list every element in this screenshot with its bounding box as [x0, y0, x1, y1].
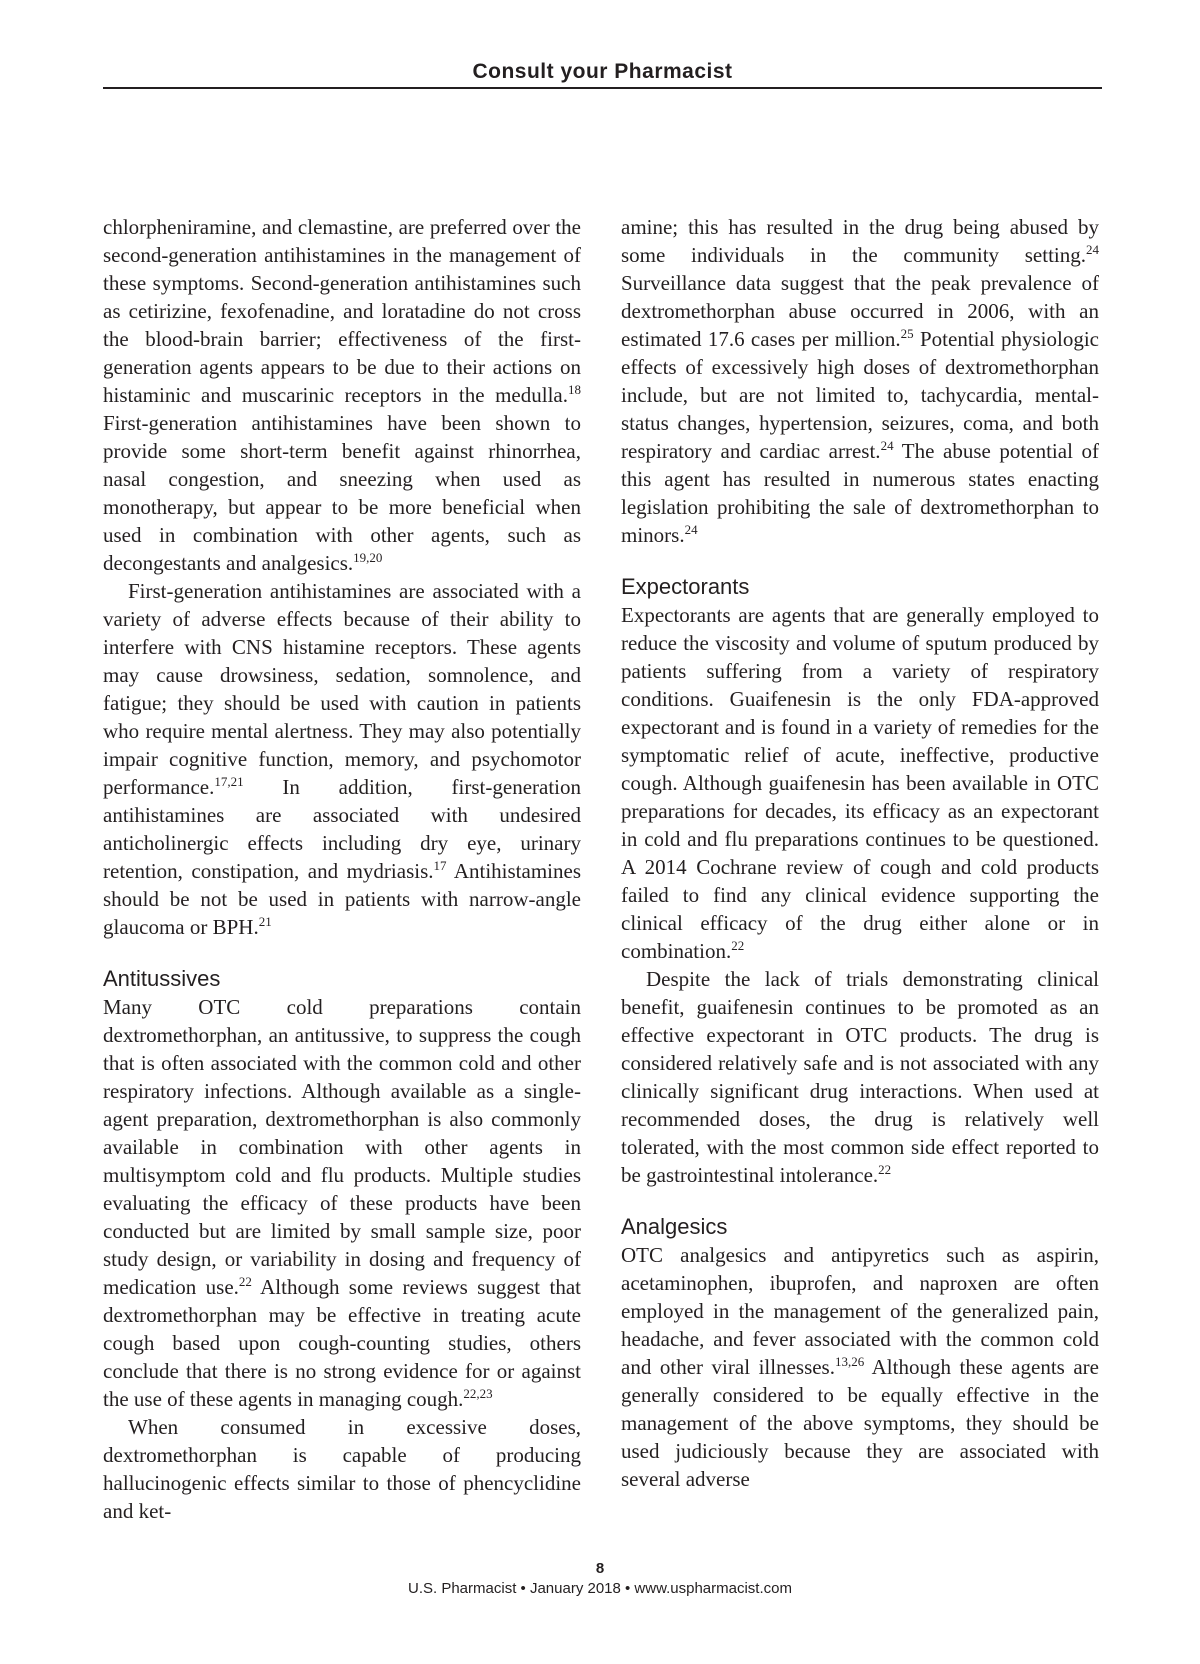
text-run: Although these agents are generally considered to be equally effective in the management of the above symptoms, they should be used judiciously because they are associated with several adverse: [621, 1355, 1099, 1491]
text-run: Expectorants are agents that are generally employed to reduce the viscosity and volume of sputum produced by patients suffering from a variety of respiratory conditions. Guaifenesin is the only FDA-approved expectorant and is found in a variety of remedies for the symptomatic relief of acute, ineffective, productive cough. Although guaifenesin has been available in OTC preparations for decades, its efficacy as an expectorant in cold and flu preparations continues to be questioned. A 2014 Cochrane review of cough and cold products failed to find any clinical evidence supporting the clinical efficacy of the drug either alone or in combination.: [621, 603, 1099, 963]
reference-superscript: 24: [880, 438, 894, 453]
text-run: Antihistamines should be not be used in patients with narrow-angle glaucoma or BPH.: [103, 859, 581, 939]
reference-superscript: 22: [238, 1274, 252, 1289]
reference-superscript: 22,23: [463, 1386, 493, 1401]
text-run: chlorpheniramine, and clemastine, are preferred over the second-generation antihistamines in the management of these symptoms. Second-generation antihistamines such as cetirizine, fexofenadine, and loratadine do not cross the blood-brain barrier; effectiveness of the first-generation agents appears to be due to their actions on histaminic and muscarinic receptors in the medulla.: [103, 215, 581, 407]
reference-superscript: 17: [433, 858, 447, 873]
section-heading-analgesics: Analgesics: [621, 1214, 728, 1239]
paragraph-dextromethorphan-abuse: [621, 213, 1099, 549]
text-run: Despite the lack of trials demonstrating clinical benefit, guaifenesin continues to be promoted as an effective expectorant in OTC products. The drug is considered relatively safe and is not associated with any clinically significant drug interactions. When used at recommended doses, the drug is relatively well tolerated, with the most common side effect reported to be gastrointestinal intolerance.: [621, 967, 1099, 1187]
reference-superscript: 24: [684, 522, 698, 537]
running-header: Consult your Pharmacist: [103, 58, 1102, 89]
paragraph-dextromethorphan-use: [103, 993, 581, 1413]
paragraph-dextromethorphan-excess: [103, 1413, 581, 1525]
footer-citation: U.S. Pharmacist • January 2018 • www.uspharmacist.com: [408, 1580, 792, 1597]
reference-superscript: 13,26: [834, 1354, 865, 1369]
paragraph-expectorants-guaifenesin: [621, 601, 1099, 965]
text-run: First-generation antihistamines have been shown to provide some short-term benefit against rhinorrhea, nasal congestion, and sneezing when used as monotherapy, but appear to be more beneficial when used in combination with other agents, such as decongestants and analgesics.: [103, 411, 581, 575]
reference-superscript: 24: [1086, 242, 1099, 257]
reference-superscript: 25: [900, 326, 914, 341]
text-run: Surveillance data suggest that the peak prevalence of dextromethorphan abuse occurred in 2006, with an estimated 17.6 cases per million.: [621, 271, 1099, 351]
section-heading-expectorants: Expectorants: [621, 574, 750, 599]
paragraph-analgesics: [621, 1241, 1099, 1493]
reference-superscript: 21: [258, 914, 272, 929]
text-run: When consumed in excessive doses, dextromethorphan is capable of producing hallucinogenic effects similar to those of phencyclidine and ket-: [103, 1415, 581, 1523]
text-run: Potential physiologic effects of excessively high doses of dextromethorphan include, but are not limited to, tachycardia, mental-status changes, hypertension, seizures, coma, and both respiratory and cardiac arrest.: [621, 327, 1099, 463]
text-run: In addition, first-generation antihistamines are associated with undesired anticholinergic effects including dry eye, urinary retention, constipation, and mydriasis.: [103, 775, 581, 883]
text-run: The abuse potential of this agent has resulted in numerous states enacting legislation prohibiting the sale of dextromethorphan to minors.: [621, 439, 1099, 547]
paragraph-guaifenesin-safety: [621, 965, 1099, 1189]
reference-superscript: 19,20: [353, 550, 383, 565]
text-run: Although some reviews suggest that dextromethorphan may be effective in treating acute cough based upon cough-counting studies, others conclude that there is no strong evidence for or against the use of these agents in managing cough.: [103, 1275, 581, 1411]
left-column: [103, 213, 581, 1525]
paragraph-antihistamine-adverse-effects: [103, 577, 581, 941]
reference-superscript: 22: [731, 938, 745, 953]
text-run: amine; this has resulted in the drug being abused by some individuals in the community setting.: [621, 215, 1099, 267]
text-run: OTC analgesics and antipyretics such as aspirin, acetaminophen, ibuprofen, and naproxen are often employed in the management of the generalized pain, headache, and fever associated with the common cold and other viral illnesses.: [621, 1243, 1099, 1379]
text-run: First-generation antihistamines are associated with a variety of adverse effects because of their ability to interfere with CNS histamine receptors. These agents may cause drowsiness, sedation, somnolence, and fatigue; they should be used with caution in patients who require mental alertness. They may also potentially impair cognitive function, memory, and psychomotor performance.: [103, 579, 581, 799]
page-number: 8: [595, 1560, 605, 1577]
right-column: [621, 213, 1099, 1493]
reference-superscript: 17,21: [214, 774, 244, 789]
section-heading-antitussives: Antitussives: [103, 966, 221, 991]
reference-superscript: 18: [568, 382, 581, 397]
text-run: Many OTC cold preparations contain dextromethorphan, an antitussive, to suppress the cough that is often associated with the common cold and other respiratory infections. Although available as a single-agent preparation, dextromethorphan is also commonly available in combination with other agents in multisymptom cold and flu products. Multiple studies evaluating the efficacy of these products have been conducted but are limited by small sample size, poor study design, or variability in dosing and frequency of medication use.: [103, 995, 581, 1299]
paragraph-antihistamine-preference: [103, 213, 581, 577]
reference-superscript: 22: [878, 1162, 892, 1177]
